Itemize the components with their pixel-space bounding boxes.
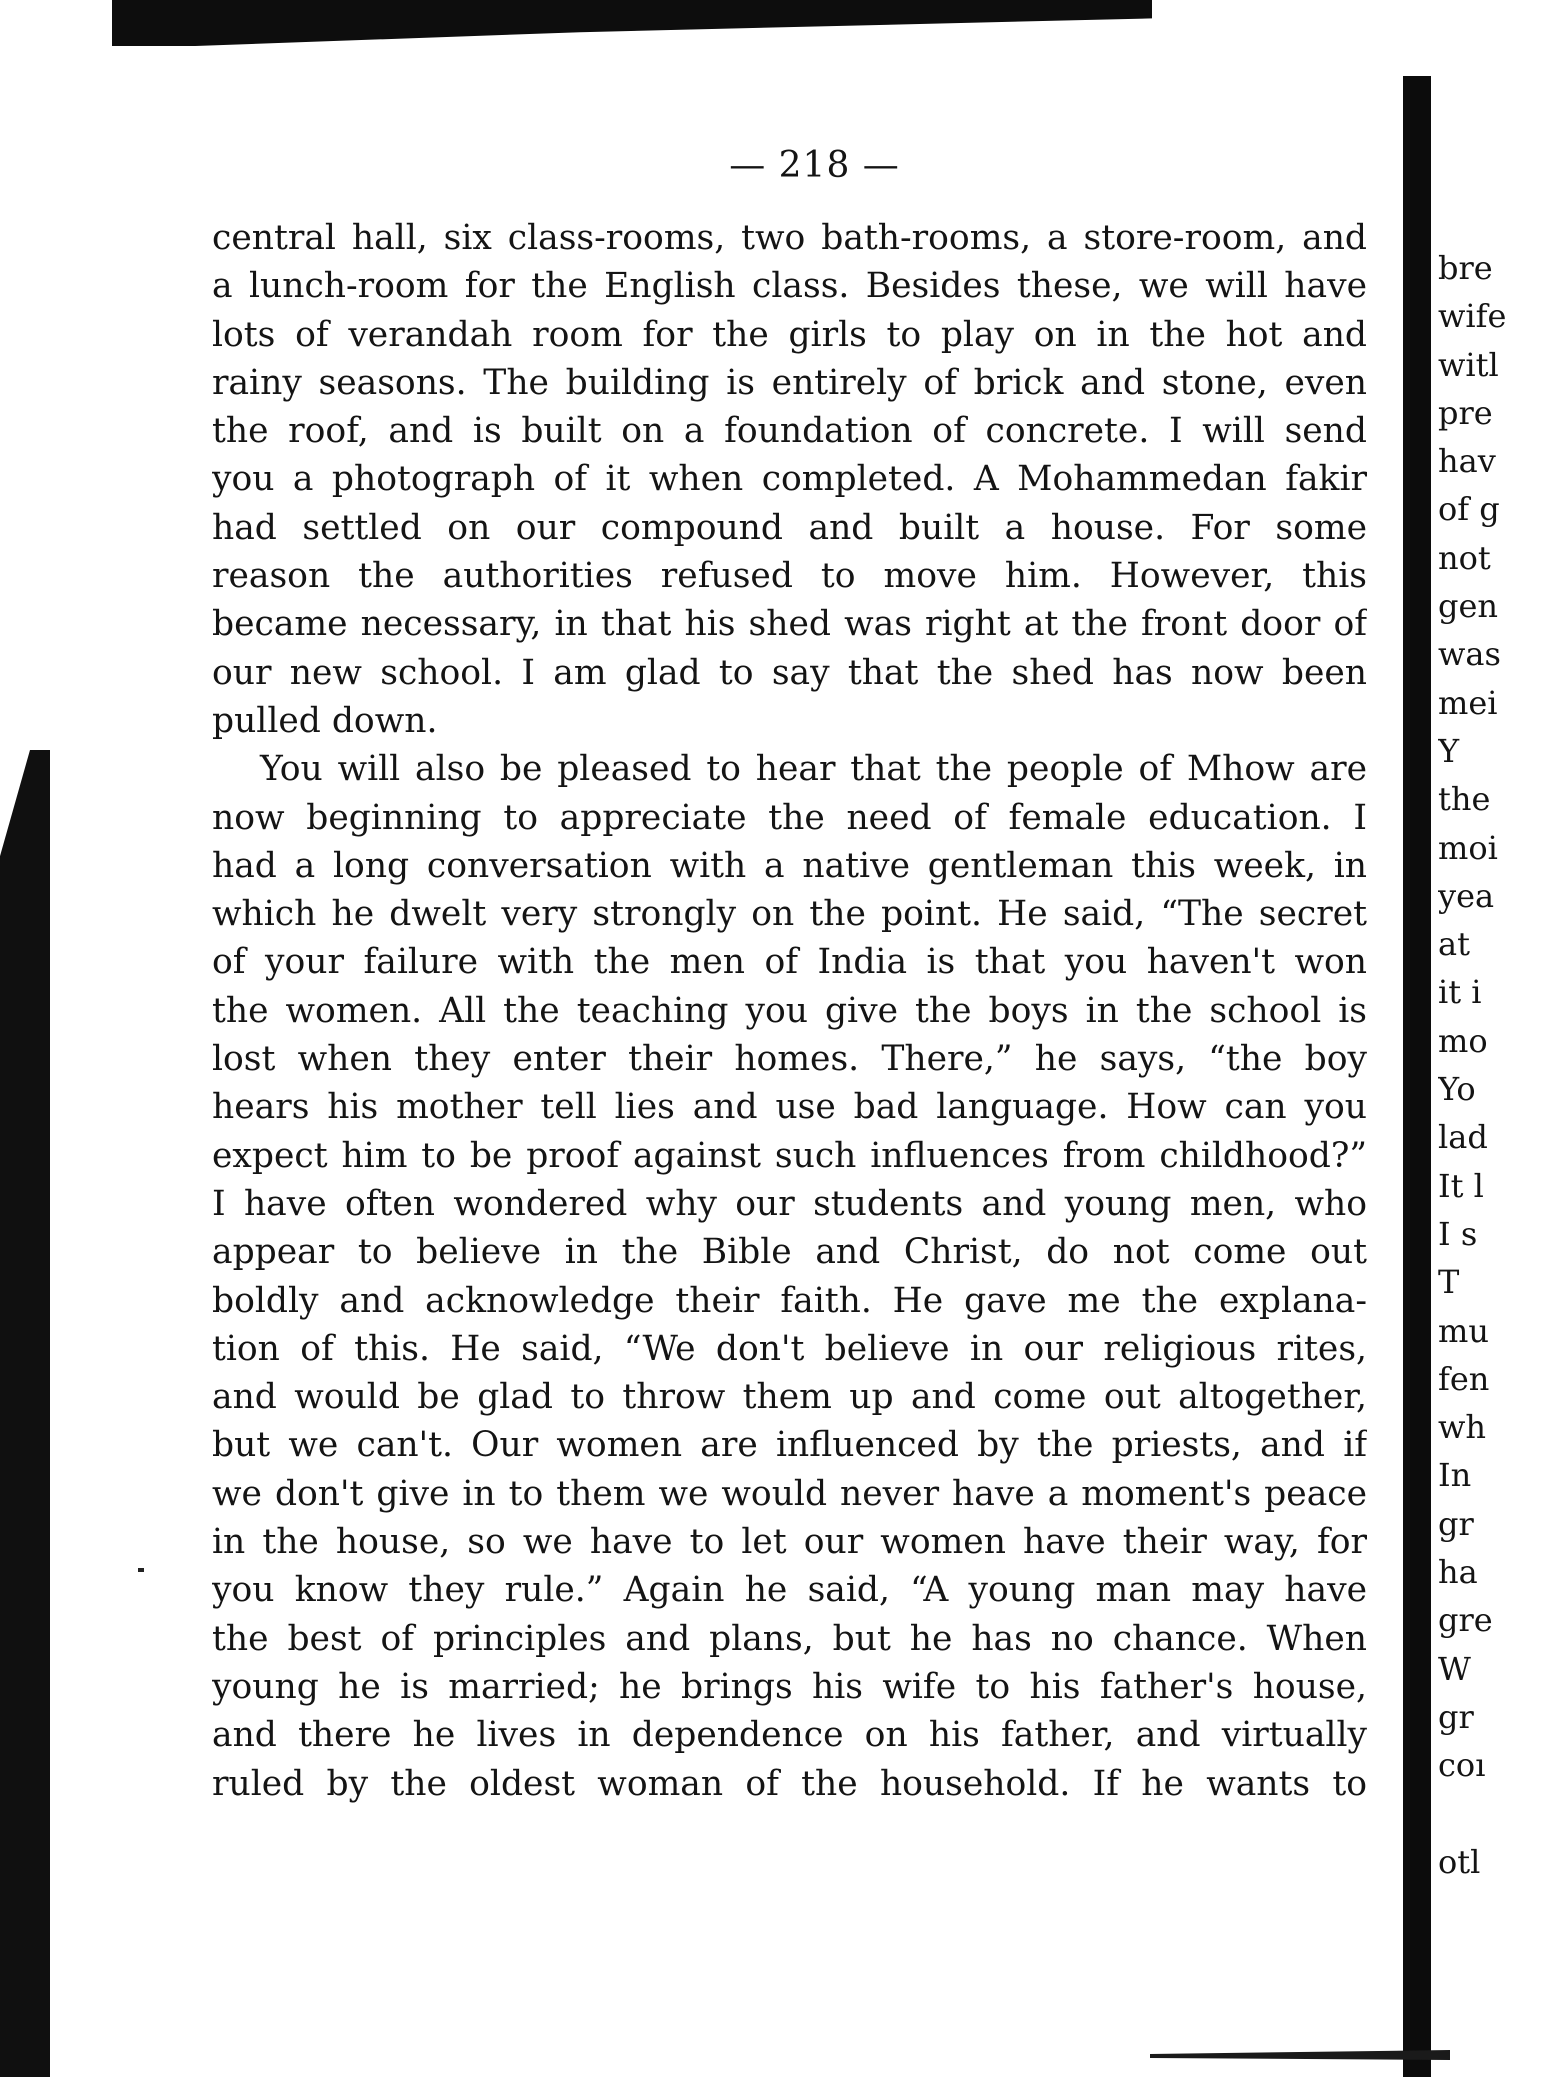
text-line: and would be glad to throw them up and come out altogether,	[212, 1377, 1367, 1418]
text-line: pulled down.	[212, 700, 438, 741]
text-line: appear to believe in the Bible and Christ, do not come out	[212, 1232, 1367, 1273]
fragment-text: mu	[1438, 1311, 1489, 1350]
scan-top-shadow	[112, 0, 1152, 46]
fragment-text: the	[1438, 780, 1491, 819]
fragment-text: yea	[1438, 876, 1495, 915]
fragment-text: gr	[1438, 1504, 1474, 1543]
fragment-text: coı	[1438, 1746, 1486, 1785]
fragment-text: of g	[1438, 490, 1500, 529]
fragment-text: moi	[1438, 828, 1498, 867]
scan-bottom-smudge	[1150, 2050, 1450, 2060]
fragment-text: ha	[1438, 1553, 1478, 1592]
text-line: but we can't. Our women are influenced by the priests, and if	[212, 1425, 1367, 1466]
fragment-text: It l	[1438, 1166, 1484, 1205]
fragment-text: In	[1438, 1456, 1472, 1495]
text-line: rainy seasons. The building is entirely of brick and stone, even	[212, 362, 1367, 403]
text-line: had a long conversation with a native gentleman this week, in	[212, 845, 1367, 886]
fragment-text: witl	[1438, 345, 1499, 384]
text-line: I have often wondered why our students and young men, who	[212, 1183, 1367, 1224]
text-line: you know they rule.” Again he said, “A young man may have	[212, 1570, 1367, 1611]
text-line: the roof, and is built on a foundation of concrete. I will send	[212, 411, 1367, 452]
fragment-text: pre	[1438, 393, 1493, 432]
text-line: reason the authorities refused to move him. However, this	[212, 556, 1367, 597]
text-line: the best of principles and plans, but he has no chance. When	[212, 1618, 1367, 1659]
text-line: lost when they enter their homes. There,” he says, “the boy	[212, 1039, 1367, 1080]
text-line: hears his mother tell lies and use bad language. How can you	[212, 1087, 1367, 1128]
page-gutter-shadow	[1403, 76, 1431, 2077]
text-line: became necessary, in that his shed was right at the front door of	[212, 604, 1367, 645]
text-line: of your failure with the men of India is that you haven't won	[212, 942, 1367, 983]
text-line: ruled by the oldest woman of the household. If he wants to	[212, 1763, 1367, 1804]
fragment-text	[1438, 1790, 1548, 1838]
fragment-text: wife	[1438, 297, 1507, 336]
scan-left-shadow	[0, 750, 50, 2077]
fragment-text: lad	[1438, 1118, 1488, 1157]
fragment-text: Yo	[1438, 1070, 1476, 1109]
fragment-text: hav	[1438, 442, 1496, 481]
text-line: now beginning to appreciate the need of female education. I	[212, 797, 1367, 838]
text-line: tion of this. He said, “We don't believe in our religious rites,	[212, 1328, 1367, 1369]
text-line: lots of verandah room for the girls to play on in the hot and	[212, 314, 1367, 355]
fragment-text: W	[1438, 1649, 1471, 1688]
fragment-text: it i	[1438, 973, 1482, 1012]
text-line: in the house, so we have to let our women have their way, for	[212, 1522, 1367, 1563]
text-line: You will also be pleased to hear that the people of Mhow are	[260, 749, 1367, 790]
fragment-text: wh	[1438, 1408, 1486, 1447]
text-line: a lunch-room for the English class. Besides these, we will have	[212, 266, 1367, 307]
fragment-text: otl	[1438, 1842, 1481, 1881]
fragment-text: Y	[1438, 731, 1460, 770]
fragment-text: not	[1438, 538, 1491, 577]
scan-speck	[138, 1568, 144, 1572]
text-line: which he dwelt very strongly on the point. He said, “The secret	[212, 894, 1367, 935]
fragment-text: bre	[1438, 249, 1493, 287]
fragment-text: was	[1438, 635, 1501, 674]
body-text	[212, 214, 1392, 1808]
page-number: — 218 —	[729, 145, 900, 186]
fragment-text: mo	[1438, 1021, 1488, 1060]
text-line: had settled on our compound and built a house. For some	[212, 507, 1367, 548]
fragment-text: gen	[1438, 587, 1499, 626]
text-line: our new school. I am glad to say that the shed has now been	[212, 652, 1367, 693]
fragment-text: fen	[1438, 1359, 1490, 1398]
text-line: expect him to be proof against such influences from childhood?”	[212, 1135, 1367, 1176]
fragment-text: I s	[1438, 1214, 1478, 1253]
text-line: and there he lives in dependence on his father, and virtually	[212, 1715, 1367, 1756]
text-line: we don't give in to them we would never have a moment's peace	[212, 1473, 1367, 1514]
fragment-text: mei	[1438, 683, 1498, 722]
text-line: the women. All the teaching you give the boys in the school is	[212, 990, 1367, 1031]
fragment-text: gre	[1438, 1601, 1493, 1640]
text-line: boldly and acknowledge their faith. He gave me the explana-	[212, 1280, 1367, 1321]
fragment-text: at	[1438, 925, 1470, 964]
text-line: central hall, six class-rooms, two bath-rooms, a store-room, and	[212, 218, 1367, 258]
facing-page-fragments	[1438, 244, 1548, 1886]
text-line: you a photograph of it when completed. A Mohammedan fakir	[212, 459, 1367, 500]
text-line: young he is married; he brings his wife to his father's house,	[212, 1666, 1367, 1707]
fragment-text: T	[1438, 1263, 1460, 1302]
fragment-text: gr	[1438, 1697, 1474, 1736]
